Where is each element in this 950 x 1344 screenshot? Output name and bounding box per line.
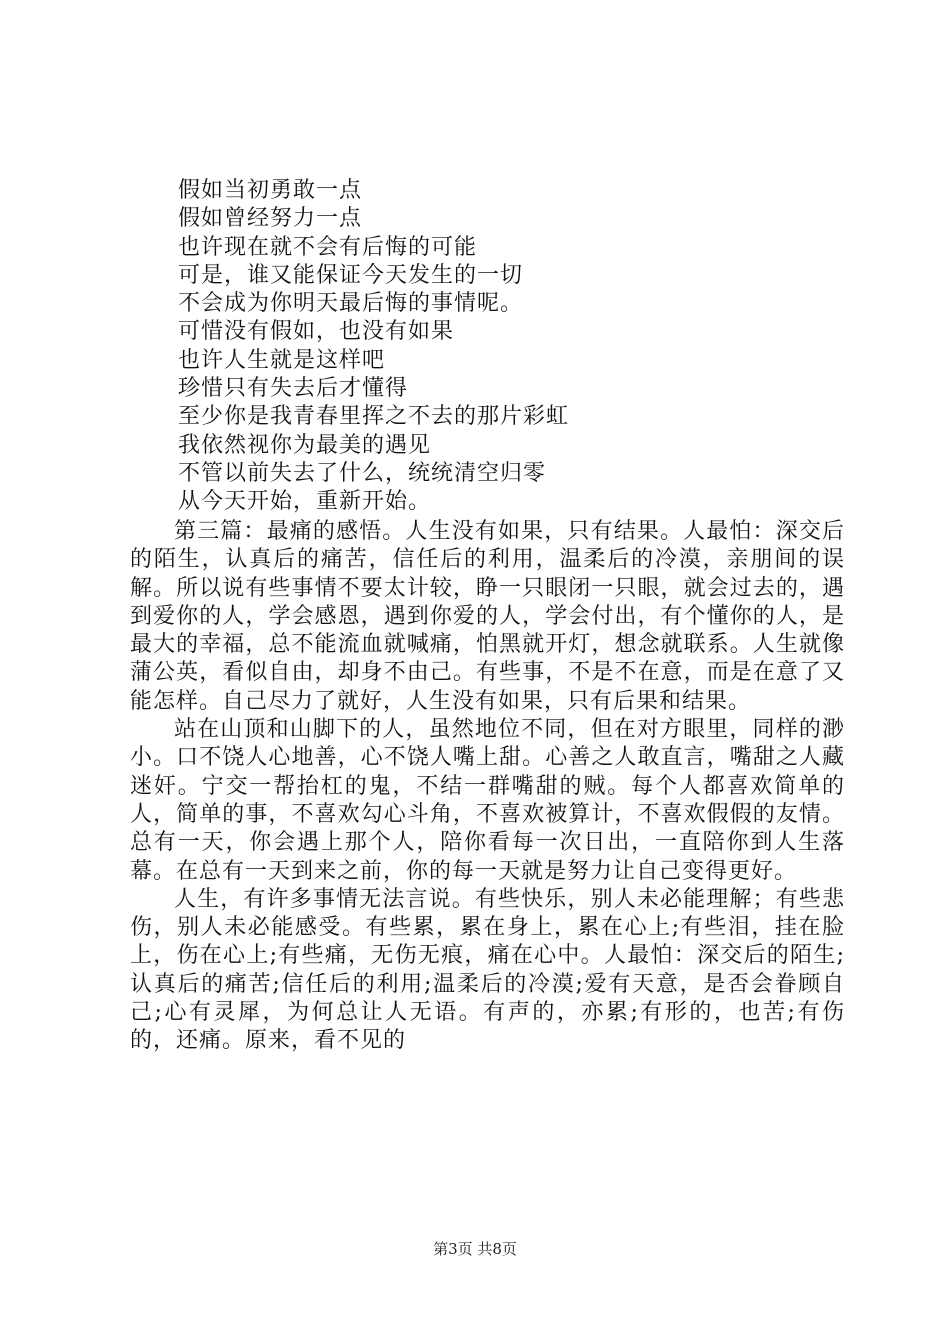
page-footer: 第3页 共8页 (433, 1240, 517, 1258)
poem-line: 也许人生就是这样吧 (178, 347, 386, 373)
paragraph: 第三篇：最痛的感悟。人生没有如果，只有结果。人最怕：深交后的陌生，认真后的痛苦，信任后的利用，温柔后的冷漠，亲朋间的误解。所以说有些事情不要太计较，睁一只眼闭一只眼，就会过去的，遇到爱你的人，学会感恩，遇到你爱的人，学会付出，有个懂你的人，是最大的幸福，总不能流血就喊痛，怕黑就开灯，想念就联系。人生就像蒲公英，看似自由，却身不由己。有些事，不是不在意，而是在意了又能怎样。自己尽力了就好，人生没有如果，只有后果和结果。 (130, 519, 845, 714)
poem-line: 可惜没有假如，也没有如果 (178, 319, 455, 345)
poem-line: 假如曾经努力一点 (178, 206, 363, 232)
poem-line: 不管以前失去了什么，统统清空归零 (178, 460, 547, 486)
poem-line: 可是，谁又能保证今天发生的一切 (178, 262, 524, 288)
poem-line: 我依然视你为最美的遇见 (178, 432, 432, 458)
poem-line: 至少你是我青春里挥之不去的那片彩虹 (178, 404, 570, 430)
poem-line: 假如当初勇敢一点 (178, 178, 363, 203)
poem-line: 珍惜只有失去后才懂得 (178, 376, 409, 402)
paragraph: 人生，有许多事情无法言说。有些快乐，别人未必能理解；有些悲伤，别人未必能感受。有些累，累在身上，累在心上;有些泪，挂在脸上，伤在心上;有些痛，无伤无痕，痛在心中。人最怕：深交后的陌生;认真后的痛苦;信任后的利用;温柔后的冷漠;爱有天意，是否会眷顾自己;心有灵犀，为何总让人无语。有声的，亦累;有形的，也苦;有伤的，还痛。原来，看不见的 (130, 886, 845, 1054)
poem-block (178, 177, 569, 517)
poem-line: 也许现在就不会有后悔的可能 (178, 234, 478, 260)
poem-line: 从今天开始，重新开始。 (178, 489, 432, 515)
poem-line: 不会成为你明天最后悔的事情呢。 (178, 291, 524, 317)
body-text (130, 518, 845, 1056)
paragraph: 站在山顶和山脚下的人，虽然地位不同，但在对方眼里，同样的渺小。口不饶人心地善，心不饶人嘴上甜。心善之人敢直言，嘴甜之人藏迷奸。宁交一帮抬杠的鬼，不结一群嘴甜的贼。每个人都喜欢简单的人，简单的事，不喜欢勾心斗角，不喜欢被算计，不喜欢假假的友情。总有一天，你会遇上那个人，陪你看每一次日出，一直陪你到人生落幕。在总有一天到来之前，你的每一天就是努力让自己变得更好。 (130, 717, 845, 884)
